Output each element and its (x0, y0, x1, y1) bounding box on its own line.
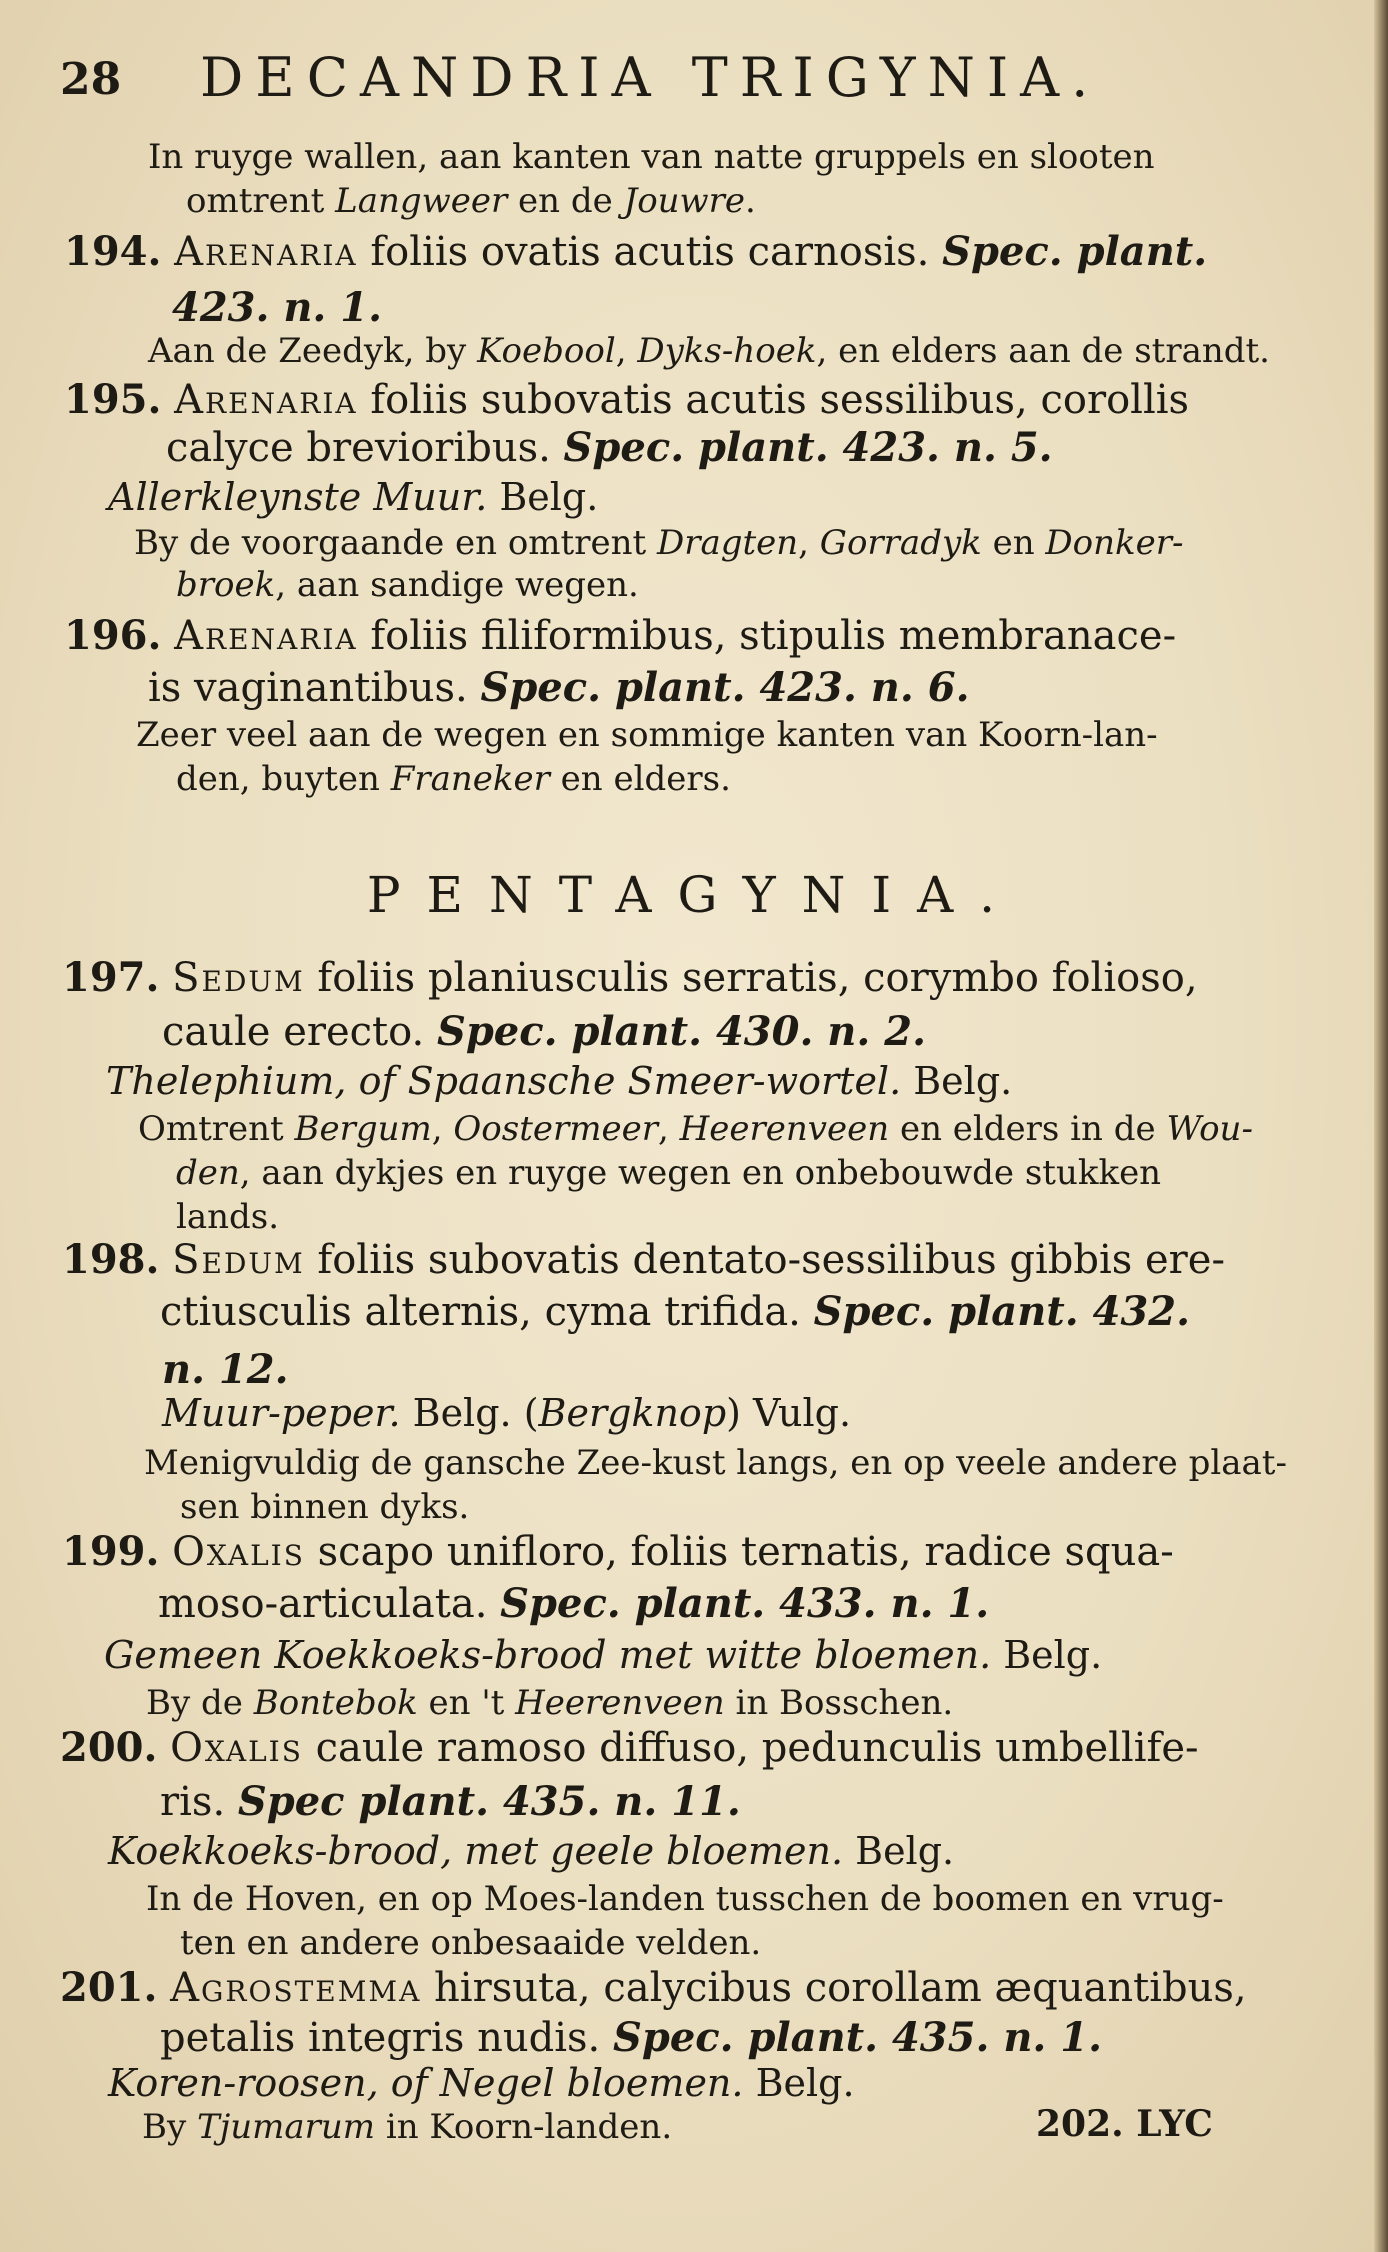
language-tag: Belg. (901, 1059, 1013, 1103)
habitat-text: ten en andere onbesaaide velden. (180, 1923, 762, 1963)
reference-title: Spec. plant. (813, 1288, 1079, 1335)
place-name: Gorradyk (819, 523, 982, 563)
entry-number: 195. (64, 376, 162, 423)
language-tag: ) Vulg. (726, 1391, 852, 1435)
reference-number: 430. n. 2. (702, 1008, 926, 1055)
reference-line (172, 284, 383, 331)
synonym-line (108, 2061, 855, 2105)
habitat-text: , (658, 1109, 680, 1149)
habitat-text: By (142, 2107, 198, 2147)
habitat-line (176, 1197, 280, 1237)
diagnosis-text: ris. (160, 1779, 238, 1825)
genus-name: Oxalis (172, 1529, 305, 1575)
entry-number: 199. (62, 1528, 160, 1575)
vernacular-name: Gemeen Koekkoeks-brood met witte bloemen. (104, 1633, 992, 1677)
vernacular-name: Koren-roosen, of Negel bloemen. (108, 2061, 744, 2105)
entry-196 (64, 612, 1177, 659)
habitat-line (146, 1683, 954, 1723)
diagnosis-line (160, 2014, 1103, 2061)
habitat-line (180, 1923, 762, 1963)
entry-number: 200. (60, 1724, 158, 1771)
habitat-text: lands. (176, 1197, 280, 1237)
place-name: Franeker (390, 759, 550, 799)
habitat-text: en de (507, 181, 624, 221)
vernacular-name: Allerkleynste Muur. (108, 475, 488, 519)
entry-number: 197. (62, 954, 160, 1001)
habitat-text: In de Hoven, en op Moes-landen tusschen de boomen en vrug- (146, 1879, 1224, 1919)
entry-number: 194. (64, 228, 162, 275)
language-tag: Belg. (487, 475, 599, 519)
diagnosis-text: foliis filiformibus, stipulis membranace- (357, 613, 1177, 659)
place-name: Koebool (477, 331, 616, 371)
vernacular-name: Thelephium, of Spaansche Smeer-wortel. (106, 1059, 902, 1103)
habitat-line (186, 181, 756, 221)
vernacular-name: Muur-peper. (162, 1391, 401, 1435)
genus-name: Agrostemma (170, 1965, 422, 2011)
genus-name: Arenaria (174, 613, 358, 659)
habitat-line (176, 1153, 1162, 1193)
reference-title: Spec. plant. (500, 1580, 766, 1627)
vernacular-name: Koekkoeks-brood, met geele bloemen. (108, 1829, 844, 1873)
diagnosis-text: is vaginantibus. (148, 665, 481, 711)
genus-name: Sedum (172, 955, 305, 1001)
habitat-text: By de voorgaande en omtrent (134, 523, 657, 563)
genus-name: Oxalis (170, 1725, 303, 1771)
diagnosis-text: scapo unifloro, foliis ternatis, radice squa- (304, 1529, 1174, 1575)
entry-198 (62, 1236, 1225, 1283)
reference-title: Spec. plant. (563, 424, 829, 471)
entry-195 (64, 376, 1190, 423)
habitat-text: Zeer veel aan de wegen en sommige kanten van Koorn-lan- (136, 715, 1158, 755)
place-name: Heerenveen (515, 1683, 725, 1723)
diagnosis-text: caule erecto. (162, 1009, 437, 1055)
place-name: Wou- (1166, 1109, 1253, 1149)
diagnosis-text: hirsuta, calycibus corollam æquantibus, (421, 1965, 1247, 2011)
entry-number: 196. (64, 612, 162, 659)
genus-name: Arenaria (174, 229, 358, 275)
habitat-text: , en elders aan de strandt. (816, 331, 1270, 371)
habitat-text: den, buyten (176, 759, 391, 799)
catchword: 202. LYC (1036, 2103, 1213, 2145)
language-tag: Belg. ( (400, 1391, 539, 1435)
entry-number: 198. (62, 1236, 160, 1283)
habitat-text: , (431, 1109, 454, 1149)
place-name: den (176, 1153, 240, 1193)
reference-number: 433. n. 1. (765, 1580, 990, 1627)
reference-number: 423. n. 1. (172, 284, 383, 331)
diagnosis-line (158, 1580, 990, 1627)
place-name: Langweer (335, 181, 508, 221)
habitat-text: . (745, 181, 756, 221)
entry-194 (64, 228, 1208, 275)
place-name: Dyks-hoek (637, 331, 817, 371)
place-name: Tjumarum (197, 2107, 376, 2147)
place-name: Jouwre (623, 181, 746, 221)
habitat-line (144, 1443, 1287, 1483)
reference-title: Spec. plant. (436, 1008, 703, 1055)
reference-line (162, 1346, 289, 1393)
diagnosis-line (148, 664, 970, 711)
reference-title: Spec plant. (237, 1778, 490, 1825)
diagnosis-text: foliis ovatis acutis carnosis. (357, 229, 943, 275)
language-tag: Belg. (991, 1633, 1103, 1677)
habitat-line (176, 759, 731, 799)
habitat-text: Menigvuldig de gansche Zee-kust langs, en op veele andere plaat- (144, 1443, 1287, 1483)
reference-number: 423. n. 6. (745, 664, 970, 711)
running-head (60, 46, 1260, 116)
habitat-text: In ruyge wallen, aan kanten van natte gruppels en slooten (148, 137, 1155, 177)
reference-number: 432. (1078, 1288, 1191, 1335)
habitat-line (146, 1879, 1224, 1919)
habitat-line (136, 715, 1158, 755)
entry-number: 201. (60, 1964, 158, 2011)
diagnosis-text: moso-articulata. (158, 1581, 501, 1627)
diagnosis-text: petalis integris nudis. (160, 2015, 613, 2061)
genus-name: Sedum (172, 1237, 305, 1283)
entry-197 (62, 954, 1198, 1001)
synonym-line (108, 475, 599, 519)
habitat-text: en elders in de (889, 1109, 1167, 1149)
synonym-line (106, 1059, 1013, 1103)
habitat-line (134, 523, 1184, 563)
synonym-line (104, 1633, 1103, 1677)
entry-199 (62, 1528, 1174, 1575)
diagnosis-text: foliis subovatis dentato-sessilibus gibbis ere- (304, 1237, 1225, 1283)
place-name: Dragten (656, 523, 799, 563)
place-name: Bontebok (253, 1683, 418, 1723)
entry-201 (60, 1964, 1247, 2011)
habitat-line (148, 137, 1155, 177)
language-tag: Belg. (843, 1829, 955, 1873)
habitat-text: Omtrent (138, 1109, 295, 1149)
habitat-text: en (981, 523, 1046, 563)
language-tag: Belg. (743, 2061, 855, 2105)
habitat-line (176, 565, 639, 605)
habitat-line (180, 1487, 470, 1527)
section-heading: PENTAGYNIA. (366, 866, 1022, 924)
diagnosis-text: ctiusculis alternis, cyma trifida. (160, 1289, 814, 1335)
diagnosis-line (166, 424, 1053, 471)
habitat-text: , aan sandige wegen. (275, 565, 639, 605)
diagnosis-text: calyce brevioribus. (166, 425, 564, 471)
place-name: Heerenveen (679, 1109, 890, 1149)
diagnosis-text: foliis planiusculis serratis, corymbo folioso, (304, 955, 1198, 1001)
reference-number: 435. n. 1. (878, 2014, 1103, 2061)
habitat-text: , (615, 331, 638, 371)
habitat-text: en elders. (549, 759, 731, 799)
reference-title: Spec. plant. (480, 664, 746, 711)
synonym-line (108, 1829, 955, 1873)
habitat-text: , aan dykjes en ruyge wegen en onbebouwde stukken (239, 1153, 1162, 1193)
reference-number: 423. n. 5. (828, 424, 1053, 471)
vernacular-name: Bergknop (538, 1391, 727, 1435)
reference-title: Spec. plant. (942, 228, 1208, 275)
habitat-text: By de (146, 1683, 254, 1723)
habitat-text: in Koorn-landen. (375, 2107, 673, 2147)
reference-number: n. 12. (162, 1346, 289, 1393)
place-name: Oostermeer (453, 1109, 658, 1149)
page-gutter-shadow (1374, 0, 1388, 2252)
habitat-text: in Bosschen. (724, 1683, 954, 1723)
habitat-line (138, 1109, 1253, 1149)
diagnosis-line (162, 1008, 926, 1055)
page-number: 28 (60, 54, 122, 105)
habitat-text: omtrent (186, 181, 336, 221)
place-name: Bergum (294, 1109, 432, 1149)
habitat-text: , (798, 523, 820, 563)
reference-number: 435. n. 11. (489, 1778, 741, 1825)
diagnosis-text: foliis subovatis acutis sessilibus, corollis (357, 377, 1190, 423)
habitat-text: sen binnen dyks. (180, 1487, 470, 1527)
diagnosis-line (160, 1778, 741, 1825)
reference-title: Spec. plant. (612, 2014, 879, 2061)
habitat-line (148, 331, 1270, 371)
habitat-text: en 't (417, 1683, 516, 1723)
diagnosis-line (160, 1288, 1191, 1335)
entry-200 (60, 1724, 1199, 1771)
habitat-line (142, 2107, 673, 2147)
running-title: DECANDRIA TRIGYNIA. (200, 46, 1101, 109)
place-name: broek (176, 565, 276, 605)
diagnosis-text: caule ramoso diffuso, pedunculis umbellife- (302, 1725, 1199, 1771)
habitat-text: Aan de Zeedyk, by (148, 331, 478, 371)
synonym-line (162, 1391, 852, 1435)
place-name: Donker- (1045, 523, 1184, 563)
genus-name: Arenaria (174, 377, 358, 423)
